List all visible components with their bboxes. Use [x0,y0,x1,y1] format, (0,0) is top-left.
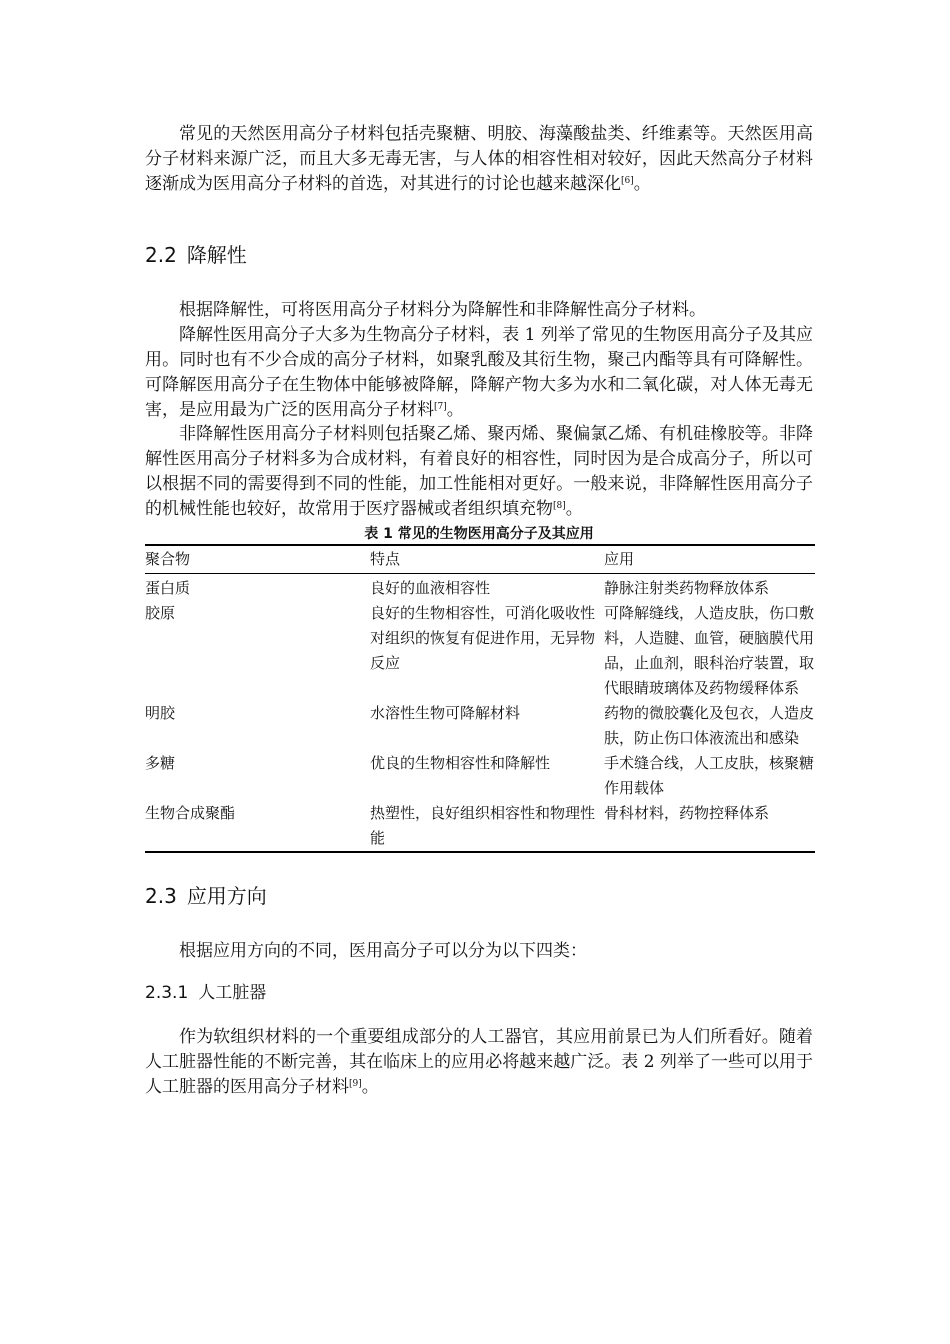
table-1 [145,544,815,853]
cell-feature: 良好的血液相容性 [370,578,491,597]
cell-polymer: 明胶 [145,703,176,722]
cell-application: 手术缝合线，人工皮肤，核聚糖作用载体 [604,753,815,797]
cell-feature: 水溶性生物可降解材料 [370,703,521,722]
header-feature: 特点 [370,549,401,568]
artificial-organ-paragraph [145,1025,813,1099]
header-polymer: 聚合物 [145,549,191,568]
subsection-number: 2.3.1 [145,983,189,1004]
cell-application: 可降解缝线，人造皮肤，伤口敷料，人造腱、血管，硬脑膜代用品，止血剂，眼科治疗装置，取代眼睛玻璃体及药物缓释体系 [604,603,815,697]
degradable-text: 降解性医用高分子大多为生物高分子材料，表 1 列举了常见的生物医用高分子及其应用。同时也有不少合成的高分子材料，如聚乳酸及其衍生物，聚己内酯等具有可降解性。可降解医用高分子在生物体中能够被降解，降解产物大多为水和二氧化碳，对人体无毒无害，是应用最为广泛的医用高分子材料 [145,325,813,420]
table-row [145,801,815,852]
table-row [145,701,815,751]
table-header-row [145,545,815,574]
intro-text: 常见的天然医用高分子材料包括壳聚糖、明胶、海藻酸盐类、纤维素等。天然医用高分子材料来源广泛，而且大多无毒无害，与人体的相容性相对较好，因此天然高分子材料逐渐成为医用高分子材料的首选，对其进行的讨论也越来越深化 [145,124,813,194]
section-2-3-1-heading [145,981,813,1005]
subsection-title: 人工脏器 [198,983,267,1004]
cell-polymer: 多糖 [145,753,176,772]
cell-feature: 热塑性，良好组织相容性和物理性能 [370,803,596,847]
application-intro-paragraph: 根据应用方向的不同，医用高分子可以分为以下四类： [179,940,587,961]
table-row [145,601,815,701]
cell-application: 骨科材料，药物控释体系 [604,803,770,822]
table-1-caption: 表 1 常见的生物医用高分子及其应用 [364,525,594,542]
intro-paragraph [145,122,813,196]
citation-7: [7] [434,401,447,412]
non-degradable-paragraph [145,422,813,521]
section-title: 降解性 [186,243,247,268]
section-2-3-heading [145,883,813,909]
non-degradable-tail: 。 [565,498,583,519]
section-title: 应用方向 [186,883,267,908]
degradability-intro-paragraph: 根据降解性，可将医用高分子材料分为降解性和非降解性高分子材料。 [179,300,706,321]
degradable-paragraph [145,323,813,422]
cell-polymer: 蛋白质 [145,578,191,597]
cell-polymer: 生物合成聚酯 [145,803,236,822]
citation-8: [8] [553,500,566,511]
cell-application: 药物的微胶囊化及包衣，人造皮肤，防止伤口体液流出和感染 [604,703,815,747]
document-page [145,122,813,1100]
header-application: 应用 [604,549,635,568]
table-row [145,751,815,801]
cell-application: 静脉注射类药物释放体系 [604,578,770,597]
intro-tail: 。 [633,173,651,194]
section-number: 2.3 [145,883,177,908]
degradable-tail: 。 [446,399,464,420]
cell-feature: 优良的生物相容性和降解性 [370,753,551,772]
citation-6: [6] [621,175,634,186]
section-2-2-heading [145,242,813,268]
section-number: 2.2 [145,243,177,268]
cell-polymer: 胶原 [145,603,176,622]
non-degradable-text: 非降解性医用高分子材料则包括聚乙烯、聚丙烯、聚偏氯乙烯、有机硅橡胶等。非降解性医用高分子材料多为合成材料，有着良好的相容性，同时因为是合成高分子，所以可以根据不同的需要得到不同的性能，加工性能相对更好。一般来说，非降解性医用高分子的机械性能也较好，故常用于医疗器械或者组织填充物 [145,424,813,519]
artificial-organ-tail: 。 [361,1076,379,1097]
citation-9: [9] [349,1078,362,1089]
table-row [145,573,815,601]
cell-feature: 良好的生物相容性，可消化吸收性对组织的恢复有促进作用，无异物反应 [370,603,596,672]
artificial-organ-text: 作为软组织材料的一个重要组成部分的人工器官，其应用前景已为人们所看好。随着人工脏器性能的不断完善，其在临床上的应用必将越来越广泛。表 2 列举了一些可以用于人工脏器的医用高分子材料 [145,1027,813,1097]
